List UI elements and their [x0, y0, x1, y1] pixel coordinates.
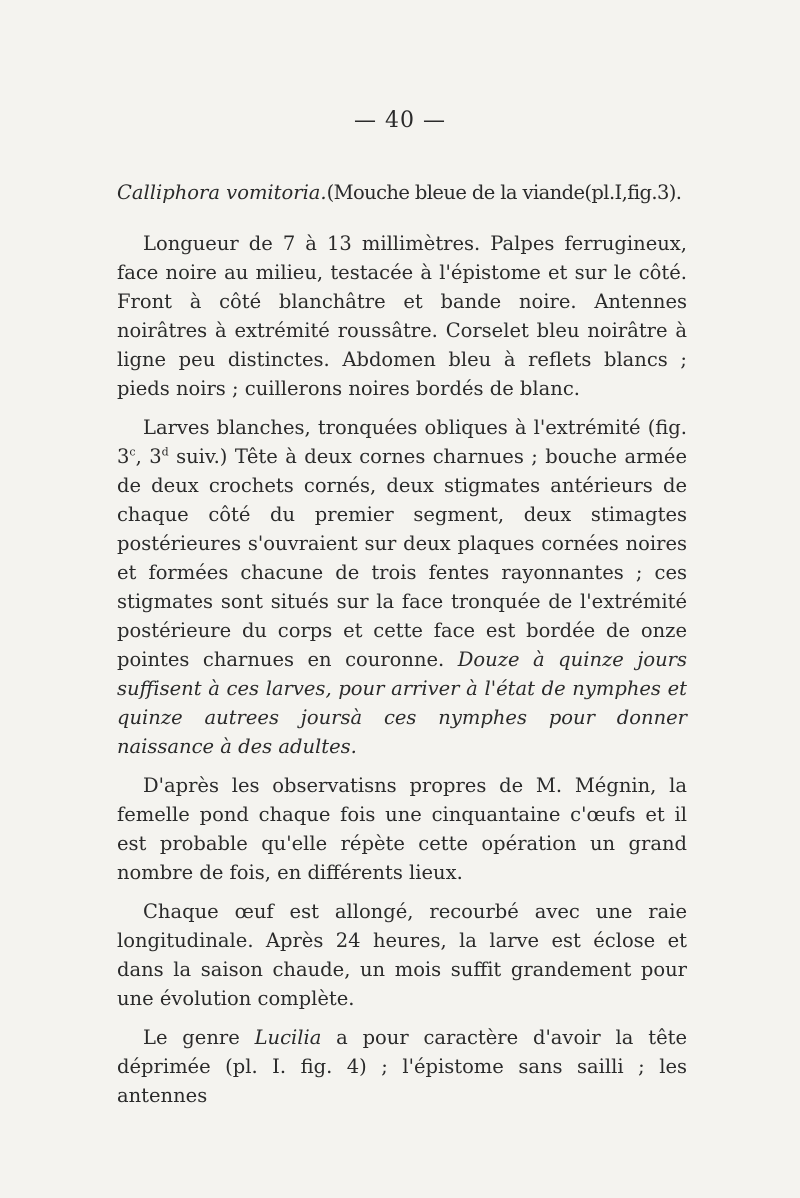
larvae-text-2: , 3 [135, 445, 162, 468]
lucilia-text-2: a pour caractère d'avoir la tête déprimée (pl. I. fig. 4) ; l'épistome sans sailli ; les antennes [117, 1026, 687, 1107]
genus-name: Lucilia [254, 1026, 322, 1049]
larvae-text-3: suiv.) Tête à deux cornes charnues ; bouche armée de deux crochets cornés, deux stigmates antérieurs de chaque côté du premier segment, deux stimagtes postérieures s'ouvraient sur deux plaques cornées noires et formées chacune de trois fentes rayonnantes ; ces stigmates sont situés sur la face tronquée de l'extrémité postérieure du corps et cette face est bordée de onze pointes charnues en couronne. [117, 445, 687, 671]
larvae-italic-text: Douze à quinze jours suffisent à ces larves, pour arriver à l'état de nymphes et quinze autrees joursà ces nymphes pour donner naissance à des adultes. [117, 648, 688, 758]
species-description: (Mouche bleue de la viande(pl.I,fig.3). [326, 181, 682, 204]
larvae-text-1: Larves blanches, tronquées obliques à l'extrémité (fig. 3 [117, 416, 687, 468]
lucilia-text-1: Le genre [143, 1026, 255, 1049]
paragraph-larvae [117, 413, 687, 761]
paragraph-lucilia [117, 1023, 687, 1110]
paragraph-description: Longueur de 7 à 13 millimètres. Palpes ferrugineux, face noire au milieu, testacée à l'épistome et sur le côté. Front à côté blanchâtre et bande noire. Antennes noirâtres à extrémité roussâtre. Corselet bleu noirâtre à ligne peu distinctes. Abdomen bleu à reflets blancs ; pieds noirs ; cuillerons noires bordés de blanc. [117, 232, 687, 400]
paragraph-egg: Chaque œuf est allongé, recourbé avec une raie longitudinale. Après 24 heures, la larve est éclose et dans la saison chaude, un mois suffit grandement pour une évolution complète. [117, 900, 687, 1010]
page-number: — 40 — [354, 108, 446, 133]
species-name: Calliphora vomitoria. [117, 181, 327, 204]
larvae-sup-1: c [129, 445, 136, 459]
section-heading [117, 178, 687, 207]
paragraph-observations: D'après les observatisns propres de M. Mégnin, la femelle pond chaque fois une cinquantaine c'œufs et il est probable qu'elle répète cette opération un grand nombre de fois, en différents lieux. [117, 774, 687, 884]
body-text [117, 178, 687, 1110]
larvae-sup-2: d [161, 445, 169, 459]
